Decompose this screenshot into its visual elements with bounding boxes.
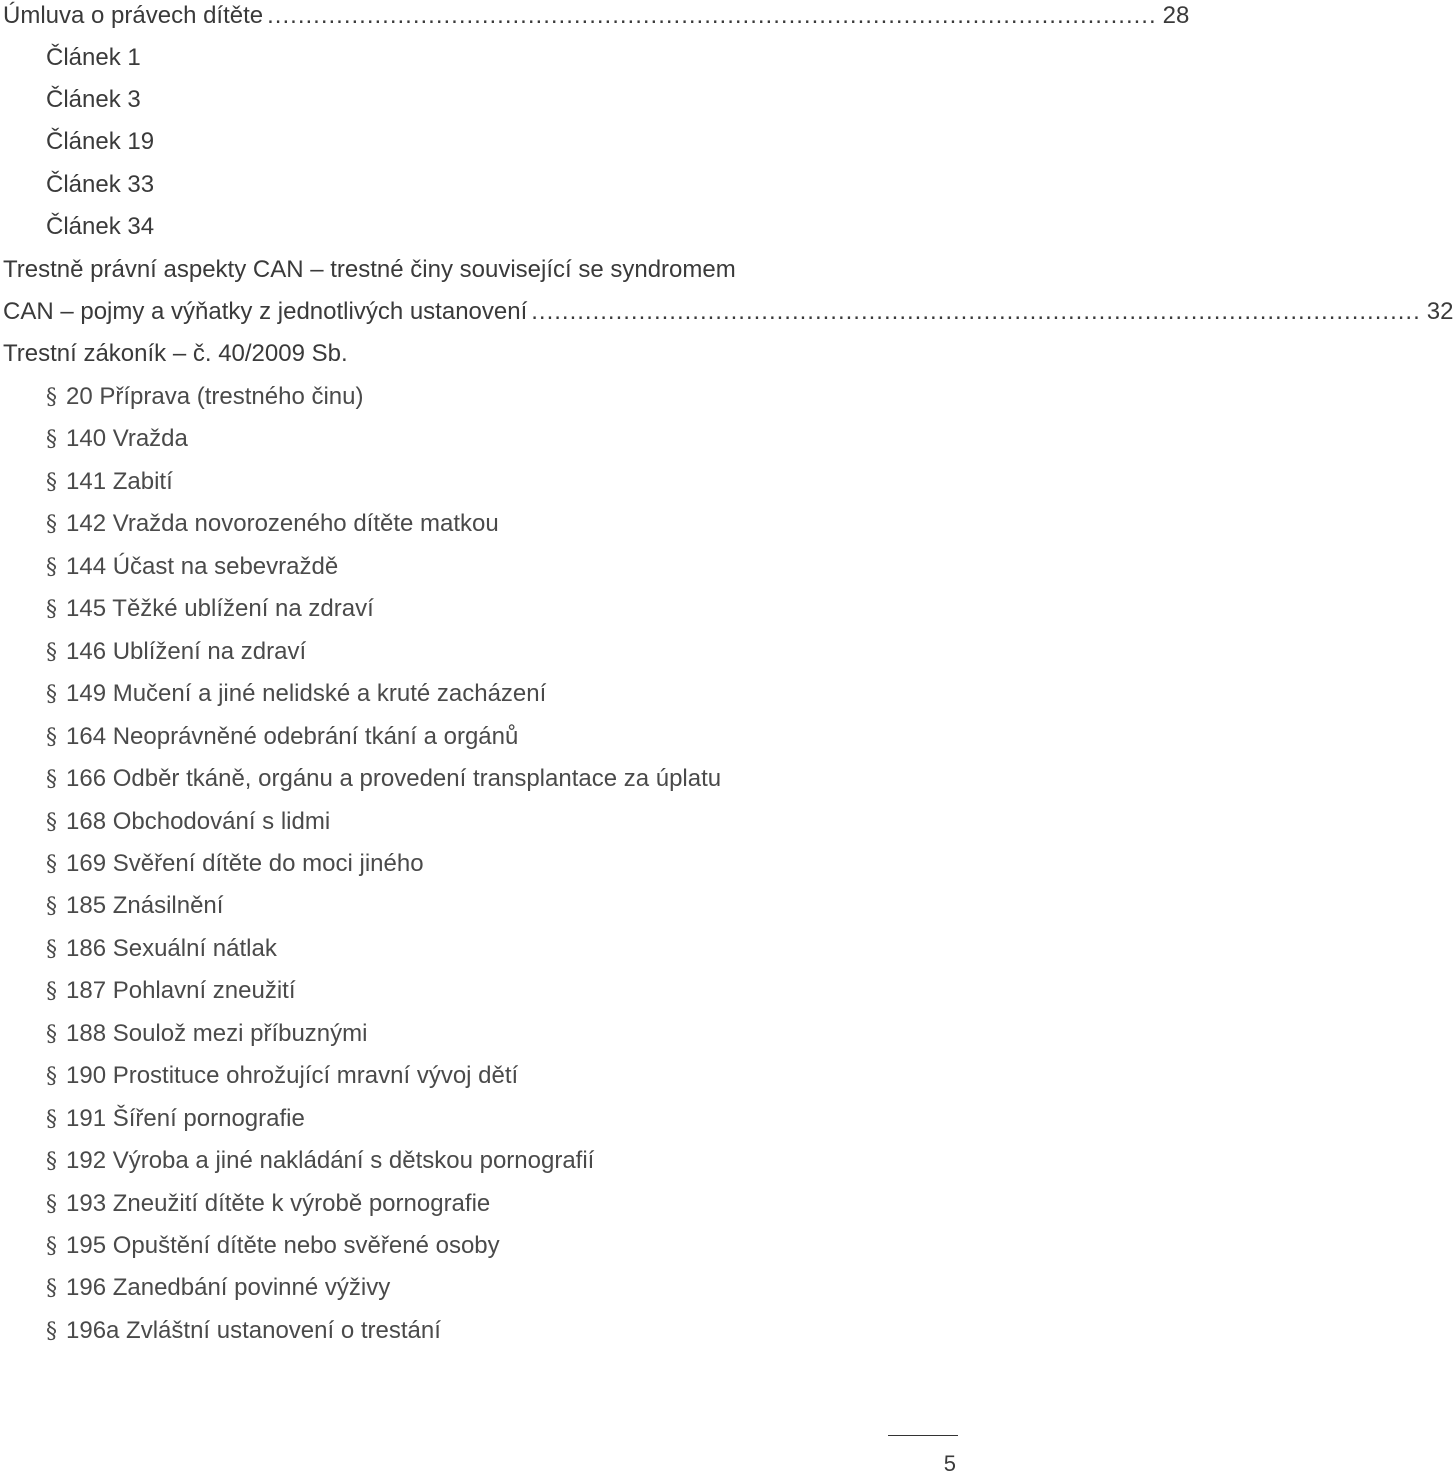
toc-paragraph-label: 193 Zneužití dítěte k výrobě pornografie (66, 1190, 491, 1217)
toc-paragraph-label: 188 Soulož mezi příbuznými (66, 1020, 368, 1047)
toc-paragraph-item[interactable] (46, 970, 296, 1012)
toc-paragraph-label: 191 Šíření pornografie (66, 1105, 305, 1132)
toc-paragraph-label: 168 Obchodování s lidmi (66, 808, 331, 835)
toc-paragraph-label: 145 Těžké ublížení na zdraví (66, 595, 374, 622)
toc-entry-criminal-aspects-line1[interactable]: Trestně právní aspekty CAN – trestné činy související se syndromem (3, 256, 736, 283)
toc-page-number: 28 (1162, 2, 1190, 29)
section-sign: § (46, 979, 57, 1004)
toc-paragraph-item[interactable] (46, 1098, 305, 1140)
section-sign: § (46, 1064, 57, 1089)
toc-entry-criminal-aspects[interactable] (3, 291, 1453, 333)
toc-paragraph-label: 169 Svěření dítěte do moci jiného (66, 850, 424, 877)
toc-paragraph-label: 164 Neoprávněné odebrání tkání a orgánů (66, 723, 519, 750)
toc-paragraph-label: 196 Zanedbání povinné výživy (66, 1274, 391, 1301)
section-sign: § (46, 725, 57, 750)
section-sign: § (46, 470, 57, 495)
section-sign: § (46, 597, 57, 622)
toc-subentry-article[interactable]: Článek 33 (46, 171, 155, 198)
toc-paragraph-label: 187 Pohlavní zneužití (66, 977, 296, 1004)
section-sign: § (46, 852, 57, 877)
section-sign: § (46, 937, 57, 962)
toc-paragraph-item[interactable] (46, 1310, 441, 1352)
toc-leader-dots: .................................................................................................................... (531, 298, 1421, 325)
toc-paragraph-label: 190 Prostituce ohrožující mravní vývoj dětí (66, 1062, 519, 1089)
toc-paragraph-item[interactable] (46, 1267, 390, 1309)
section-sign: § (46, 1149, 57, 1174)
section-sign: § (46, 427, 57, 452)
toc-paragraph-item[interactable] (46, 1225, 500, 1267)
toc-subentry-criminal-code[interactable]: Trestní zákoník – č. 40/2009 Sb. (3, 340, 348, 367)
toc-paragraph-item[interactable] (46, 588, 374, 630)
toc-paragraph-label: 146 Ublížení na zdraví (66, 638, 307, 665)
section-sign: § (46, 894, 57, 919)
section-sign: § (46, 512, 57, 537)
toc-paragraph-label: 144 Účast na sebevraždě (66, 553, 339, 580)
toc-paragraph-label: 140 Vražda (66, 425, 188, 452)
toc-paragraph-item[interactable] (46, 461, 173, 503)
footer-rule (888, 1435, 958, 1436)
toc-paragraph-label: 149 Mučení a jiné nelidské a kruté zacházení (66, 680, 547, 707)
toc-paragraph-item[interactable] (46, 843, 424, 885)
toc-paragraph-label: 185 Znásilnění (66, 892, 224, 919)
toc-paragraph-item[interactable] (46, 928, 277, 970)
toc-paragraph-label: 20 Příprava (trestného činu) (66, 383, 364, 410)
section-sign: § (46, 1107, 57, 1132)
toc-entry-title: CAN – pojmy a výňatky z jednotlivých ustanovení (3, 298, 528, 325)
section-sign: § (46, 1319, 57, 1344)
toc-subentry-article[interactable]: Článek 19 (46, 128, 155, 155)
section-sign: § (46, 810, 57, 835)
toc-paragraph-item[interactable] (46, 376, 363, 418)
toc-paragraph-item[interactable] (46, 716, 518, 758)
toc-paragraph-label: 196a Zvláštní ustanovení o trestání (66, 1317, 441, 1344)
section-sign: § (46, 682, 57, 707)
section-sign: § (46, 1276, 57, 1301)
toc-paragraph-item[interactable] (46, 1055, 518, 1097)
toc-page-number: 32 (1426, 298, 1453, 325)
toc-paragraph-item[interactable] (46, 1183, 490, 1225)
toc-subentry-article[interactable]: Článek 3 (46, 86, 141, 113)
section-sign: § (46, 767, 57, 792)
toc-paragraph-label: 195 Opuštění dítěte nebo svěřené osoby (66, 1232, 500, 1259)
toc-paragraph-item[interactable] (46, 418, 188, 460)
section-sign: § (46, 1234, 57, 1259)
toc-subentry-article[interactable]: Článek 1 (46, 44, 141, 71)
toc-paragraph-item[interactable] (46, 673, 546, 715)
toc-paragraph-label: 142 Vražda novorozeného dítěte matkou (66, 510, 499, 537)
section-sign: § (46, 1192, 57, 1217)
toc-paragraph-label: 141 Zabití (66, 468, 173, 495)
section-sign: § (46, 555, 57, 580)
page-number: 5 (943, 1451, 956, 1476)
toc-leader-dots: .................................................................................................................... (267, 2, 1157, 29)
toc-paragraph-label: 166 Odběr tkáně, orgánu a provedení transplantace za úplatu (66, 765, 722, 792)
toc-paragraph-item[interactable] (46, 1140, 594, 1182)
section-sign: § (46, 1022, 57, 1047)
toc-paragraph-item[interactable] (46, 503, 499, 545)
toc-paragraph-item[interactable] (46, 631, 306, 673)
toc-entry-convention[interactable] (3, 0, 1190, 37)
toc-paragraph-item[interactable] (46, 885, 223, 927)
toc-paragraph-label: 192 Výroba a jiné nakládání s dětskou pornografií (66, 1147, 595, 1174)
toc-paragraph-item[interactable] (46, 1013, 367, 1055)
toc-paragraph-item[interactable] (46, 801, 330, 843)
toc-entry-title: Úmluva o právech dítěte (3, 2, 264, 29)
section-sign: § (46, 385, 57, 410)
toc-paragraph-label: 186 Sexuální nátlak (66, 935, 277, 962)
section-sign: § (46, 640, 57, 665)
toc-paragraph-item[interactable] (46, 758, 721, 800)
toc-paragraph-item[interactable] (46, 546, 338, 588)
toc-subentry-article[interactable]: Článek 34 (46, 213, 155, 240)
